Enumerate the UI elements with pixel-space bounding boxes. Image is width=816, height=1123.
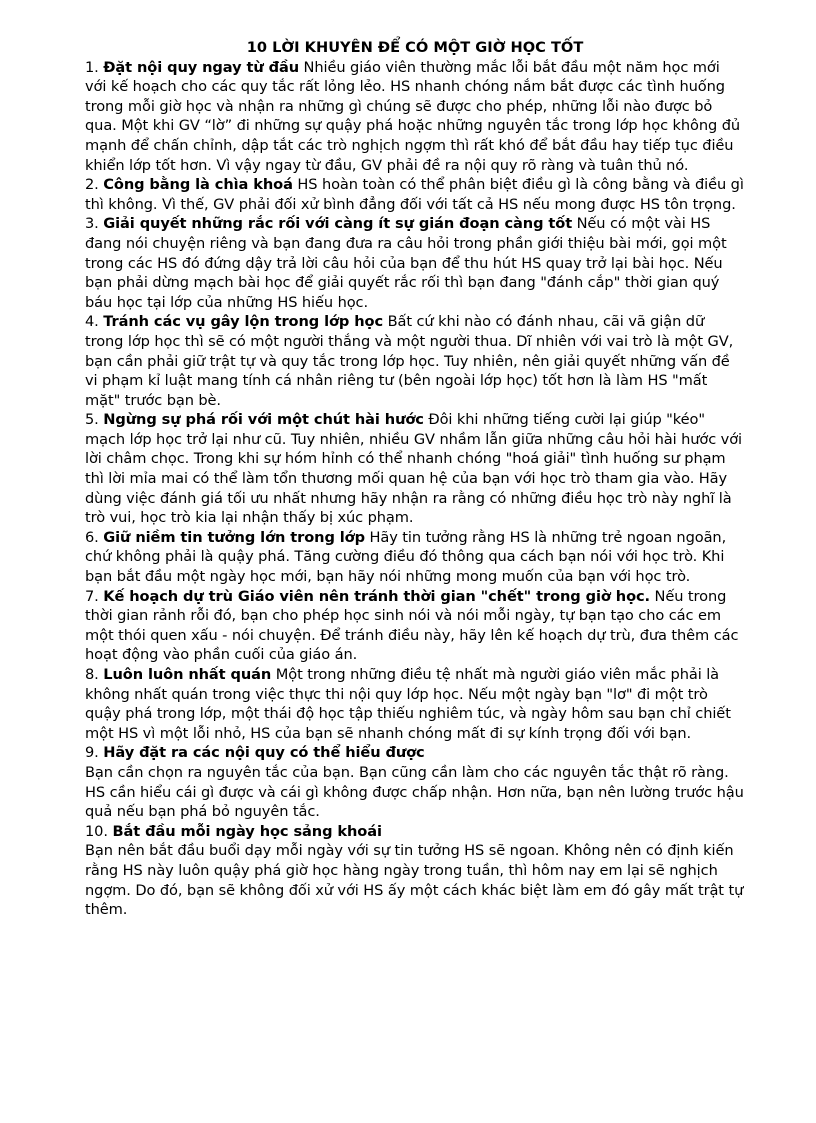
item-body: Nếu có một vài HS đang nói chuyện riêng và bạn đang đưa ra câu hỏi trong phần giới thiệu bài mới, gọi một trong các HS đó đứng dậy trả lời câu hỏi của bạn để thu hút HS quay trở lại bài học. Nếu bạn phải dừng mạch bài học để giải quyết rắc rối thì bạn đang "đánh cắp" thời gian quý báu học tại lớp của những HS hiếu học. [85, 215, 727, 311]
item-number: 8. [85, 666, 99, 683]
item-number: 4. [85, 313, 99, 331]
item-body: Bạn nên bắt đầu buổi dạy mỗi ngày với sự tin tưởng HS sẽ ngoan. Không nên có định kiến rằng HS này luôn quậy phá giờ học hàng ngày trong tuần, thì hôm nay em lại sẽ nghịch ngợm. Do đó, bạn sẽ không đối xử với HS ấy một cách khác biệt làm em đó gây mất trật tự thêm. [85, 842, 744, 919]
item-number: 10. [85, 822, 108, 840]
item-number: 5. [85, 411, 99, 429]
item-body: HS hoàn toàn có thể phân biệt điều gì là công bằng và điều gì thì không. Vì thế, GV phải đối xử bình đẳng đối với tất cả HS nếu mong được HS tôn trọng. [85, 176, 744, 213]
item-heading: Ngừng sự phá rối với một chút hài hước [103, 411, 424, 429]
item-body: Đôi khi những tiếng cười lại giúp "kéo" mạch lớp học trở lại như cũ. Tuy nhiên, nhiều GV nhầm lẫn giữa những câu hỏi hài hước với lời châm chọc. Trong khi sự hóm hỉnh có thể nhanh chóng "hoá giải" tình huống sư phạm thì lời mỉa mai có thể làm tổn thương mối quan hệ của bạn với học trò tham gia vào. Hãy dùng việc đánh giá tối ưu nhất nhưng hãy nhận ra rằng có những điều học trò này nghĩ là trò vui, học trò kia lại nhận thấy bị xúc phạm. [85, 411, 743, 527]
item-number: 9. [85, 744, 99, 762]
advice-item-4 [85, 312, 745, 410]
item-body: Hãy tin tưởng rằng HS là những trẻ ngoan ngoãn, chứ không phải là quậy phá. Tăng cường điều đó thông qua cách bạn nói với học trò. Khi bạn bắt đầu một ngày học mới, bạn hãy nói những mong muốn của bạn với học trò. [85, 528, 727, 586]
advice-item-5 [85, 410, 745, 528]
item-heading: Luôn luôn nhất quán [103, 666, 272, 683]
advice-item-1 [85, 58, 745, 176]
advice-item-6 [85, 528, 745, 587]
item-number: 1. [85, 58, 99, 76]
item-body: Bất cứ khi nào có đánh nhau, cãi vã giận dữ trong lớp học thì sẽ có một người thắng và một người thua. Dĩ nhiên với vai trò là một GV, bạn cần phải giữ trật tự và quy tắc trong lớp học. Tuy nhiên, nên giải quyết những vấn đề vi phạm kỉ luật mang tính cá nhân riêng tư (bên ngoài lớp học) tốt hơn là làm HS "mất mặt" trước bạn bè. [85, 313, 734, 409]
advice-item-3 [85, 214, 745, 312]
item-number: 3. [85, 215, 99, 233]
advice-item-7 [85, 587, 745, 665]
document-title: 10 LỜI KHUYÊN ĐỂ CÓ MỘT GIỜ HỌC TỐT [246, 39, 584, 56]
item-body: Nhiều giáo viên thường mắc lỗi bắt đầu một năm học mới với kế hoạch cho các quy tắc rất lỏng lẻo. HS nhanh chóng nắm bắt được các tình huống trong mỗi giờ học và nhận ra những gì chúng sẽ được cho phép, những lỗi nào được bỏ qua. Một khi GV “lờ” đi những sự quậy phá hoặc những nguyên tắc trong lớp học không đủ mạnh để chấn chỉnh, dập tắt các trò nghịch ngợm thì rất khó để bắt đầu hay tiếp tục điều khiển lớp tốt hơn. Vì vậy ngay từ đầu, GV phải đề ra nội quy rõ ràng và tuân thủ nó. [85, 58, 741, 174]
item-heading: Giải quyết những rắc rối với càng ít sự gián đoạn càng tốt [103, 215, 573, 233]
item-body: Nếu trong thời gian rảnh rỗi đó, bạn cho phép học sinh nói và nói mỗi ngày, tự bạn tạo cho các em một thói quen xấu - nói chuyện. Để tránh điều này, hãy lên kế hoạch dự trù, đưa thêm các hoạt động vào phần cuối của giáo án. [85, 587, 739, 664]
item-heading: Hãy đặt ra các nội quy có thể hiểu được [103, 744, 425, 762]
item-number: 6. [85, 528, 99, 546]
item-heading: Đặt nội quy ngay từ đầu [103, 58, 300, 76]
item-number: 7. [85, 587, 99, 605]
item-body: Một trong những điều tệ nhất mà người giáo viên mắc phải là không nhất quán trong việc thực thi nội quy lớp học. Nếu một ngày bạn "lơ" đi một trò quậy phá trong lớp, một thái độ học tập thiếu nghiêm túc, và ngày hôm sau bạn chỉ chiết một HS vì một lỗi nhỏ, HS của bạn sẽ nhanh chóng mất đi sự kính trọng đối với bạn. [85, 666, 731, 742]
item-heading: Tránh các vụ gây lộn trong lớp học [103, 313, 384, 331]
advice-item-2 [85, 175, 745, 214]
document-page [85, 38, 745, 920]
advice-item-10 [85, 822, 745, 920]
item-heading: Bắt đầu mỗi ngày học sảng khoái [112, 822, 382, 840]
advice-item-8 [85, 665, 745, 743]
advice-item-9 [85, 743, 745, 821]
item-body: Bạn cần chọn ra nguyên tắc của bạn. Bạn cũng cần làm cho các nguyên tắc thật rõ ràng. HS cần hiểu cái gì được và cái gì không được chấp nhận. Hơn nữa, bạn nên lường trước hậu quả nếu bạn phá bỏ nguyên tắc. [85, 763, 744, 821]
item-heading: Công bằng là chìa khoá [103, 176, 293, 194]
item-heading: Giữ niềm tin tưởng lớn trong lớp [103, 528, 365, 546]
item-heading: Kế hoạch dự trù Giáo viên nên tránh thời gian "chết" trong giờ học. [103, 587, 650, 605]
item-number: 2. [85, 176, 99, 194]
